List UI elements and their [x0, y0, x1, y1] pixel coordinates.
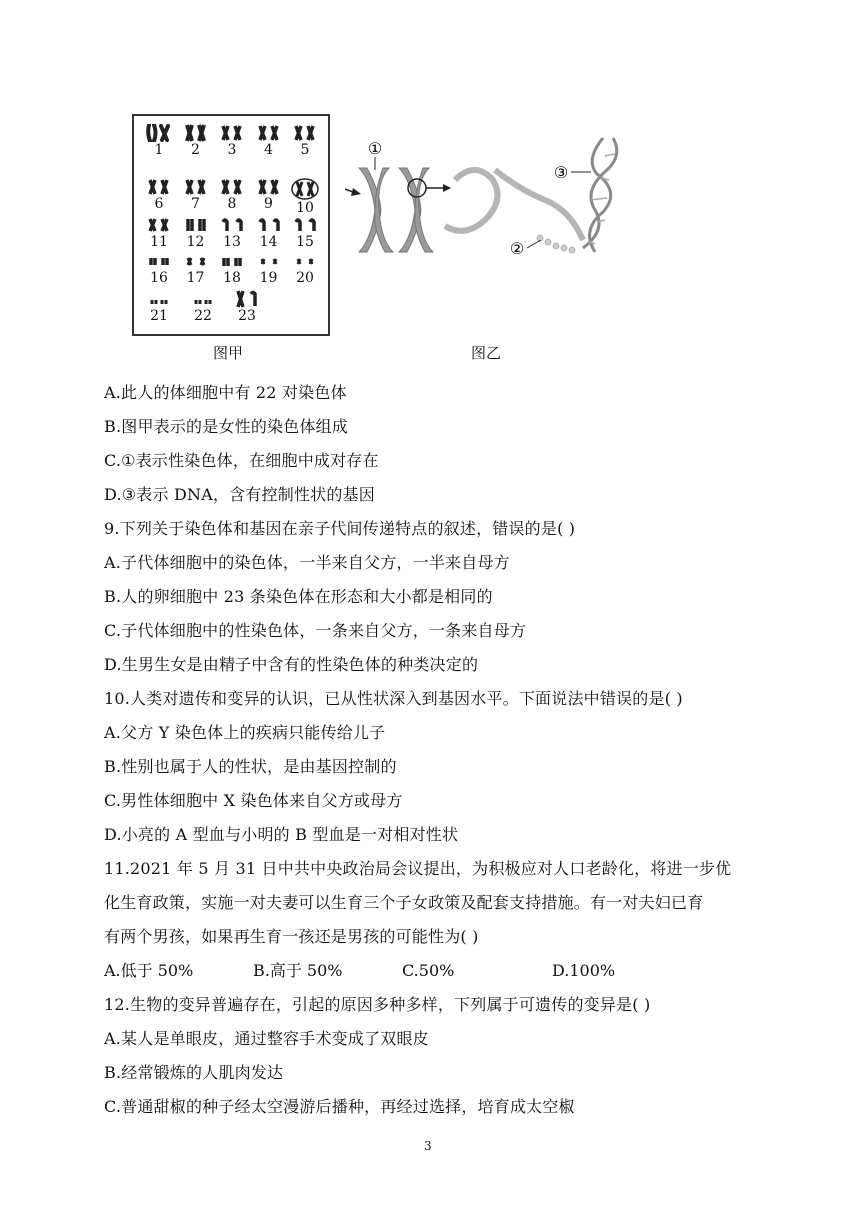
- marker-2: ②: [509, 239, 525, 258]
- chromosome-pair: 1: [142, 124, 176, 158]
- q8-option-c: C.①表示性染色体，在细胞中成对存在: [104, 451, 379, 470]
- karyotype-figure: [132, 114, 330, 336]
- q9-option-d: D.生男生女是由精子中含有的性染色体的种类决定的: [104, 655, 479, 674]
- q11-option-b: B.高于 50%: [253, 961, 343, 980]
- q11-options: [104, 960, 744, 982]
- chromosome-pair: 22: [186, 290, 220, 324]
- q8-option-d: D.③表示 DNA，含有控制性状的基因: [104, 485, 375, 504]
- q10-option-b: B.性别也属于人的性状，是由基因控制的: [104, 757, 397, 776]
- chromosome-pair: 12: [179, 216, 213, 250]
- chromosome-pair: 7: [179, 178, 213, 216]
- chromosome-pair: 4: [252, 124, 286, 158]
- q8-option-b: B.图甲表示的是女性的染色体组成: [104, 417, 349, 436]
- karyotype-row-3: [142, 216, 322, 250]
- q12-option-c: C.普通甜椒的种子经太空漫游后播种，再经过选择，培育成太空椒: [104, 1097, 575, 1116]
- chromosome-pair: 19: [252, 252, 286, 286]
- q9-option-b: B.人的卵细胞中 23 条染色体在形态和大小都是相同的: [104, 587, 493, 606]
- karyotype-row-2: [142, 178, 322, 216]
- q10-stem: 10.人类对遗传和变异的认识，已从性状深入到基因水平。下面说法中错误的是( ): [104, 689, 683, 708]
- chromosome-pair: 8: [215, 178, 249, 216]
- chromosome-pair: 18: [215, 252, 249, 286]
- figure-yi-caption: 图乙: [471, 344, 502, 362]
- marker-3: ③: [553, 163, 569, 182]
- chromosome-pair: 6: [142, 178, 176, 216]
- q10-option-a: A.父方 Y 染色体上的疾病只能传给儿子: [104, 723, 386, 742]
- q11-option-d: D.100%: [552, 961, 616, 980]
- chromosome-pair: 20: [288, 252, 322, 286]
- q11-stem-line-2: 化生育政策，实施一对夫妻可以生育三个子女政策及配套支持措施。有一对夫妇已育: [104, 893, 704, 912]
- karyotype-row-4: [142, 252, 322, 286]
- chromosome-pair: 17: [179, 252, 213, 286]
- marker-1: ①: [367, 139, 383, 158]
- figure-jia-caption: 图甲: [213, 344, 244, 362]
- q11-stem-line-3: 有两个男孩，如果再生育一孩还是男孩的可能性为( ): [104, 927, 479, 946]
- chromosome-pair: 3: [215, 124, 249, 158]
- q12-stem: 12.生物的变异普遍存在，引起的原因多种多样，下列属于可遗传的变异是( ): [104, 995, 651, 1014]
- q12-option-b: B.经常锻炼的人肌肉发达: [104, 1063, 284, 1082]
- karyotype-row-1: [142, 124, 322, 158]
- chromosome-pair: 16: [142, 252, 176, 286]
- chromosome-pair: 5: [288, 124, 322, 158]
- q8-option-a: A.此人的体细胞中有 22 对染色体: [104, 383, 347, 402]
- chromosome-pair: 21: [142, 290, 176, 324]
- chromosome-pair: 9: [252, 178, 286, 216]
- page-number: 3: [424, 1139, 432, 1153]
- q9-option-c: C.子代体细胞中的性染色体，一条来自父方，一条来自母方: [104, 621, 527, 640]
- q11-stem-line-1: 11.2021 年 5 月 31 日中共中央政治局会议提出，为积极应对人口老龄化，将进一步优: [104, 859, 732, 878]
- q10-option-d: D.小亮的 A 型血与小明的 B 型血是一对相对性状: [104, 825, 459, 844]
- chromosome-pair-sex: 23: [230, 290, 264, 324]
- q10-option-c: C.男性体细胞中 X 染色体来自父方或母方: [104, 791, 403, 810]
- chromosome-pair-circled: 10: [288, 178, 322, 216]
- karyotype-row-5: [142, 290, 322, 324]
- q9-stem: 9.下列关于染色体和基因在亲子代间传递特点的叙述，错误的是( ): [104, 519, 576, 538]
- q12-option-a: A.某人是单眼皮，通过整容手术变成了双眼皮: [104, 1029, 429, 1048]
- chromosome-pair: 11: [142, 216, 176, 250]
- chromosome-dna-figure: [345, 130, 635, 290]
- chromosome-pair: 15: [288, 216, 322, 250]
- q11-option-a: A.低于 50%: [104, 961, 194, 980]
- q9-option-a: A.子代体细胞中的染色体，一半来自父方，一半来自母方: [104, 553, 510, 572]
- chromosome-pair: 14: [252, 216, 286, 250]
- chromosome-pair: 2: [179, 124, 213, 158]
- q11-option-c: C.50%: [402, 961, 455, 980]
- chromosome-pair: 13: [215, 216, 249, 250]
